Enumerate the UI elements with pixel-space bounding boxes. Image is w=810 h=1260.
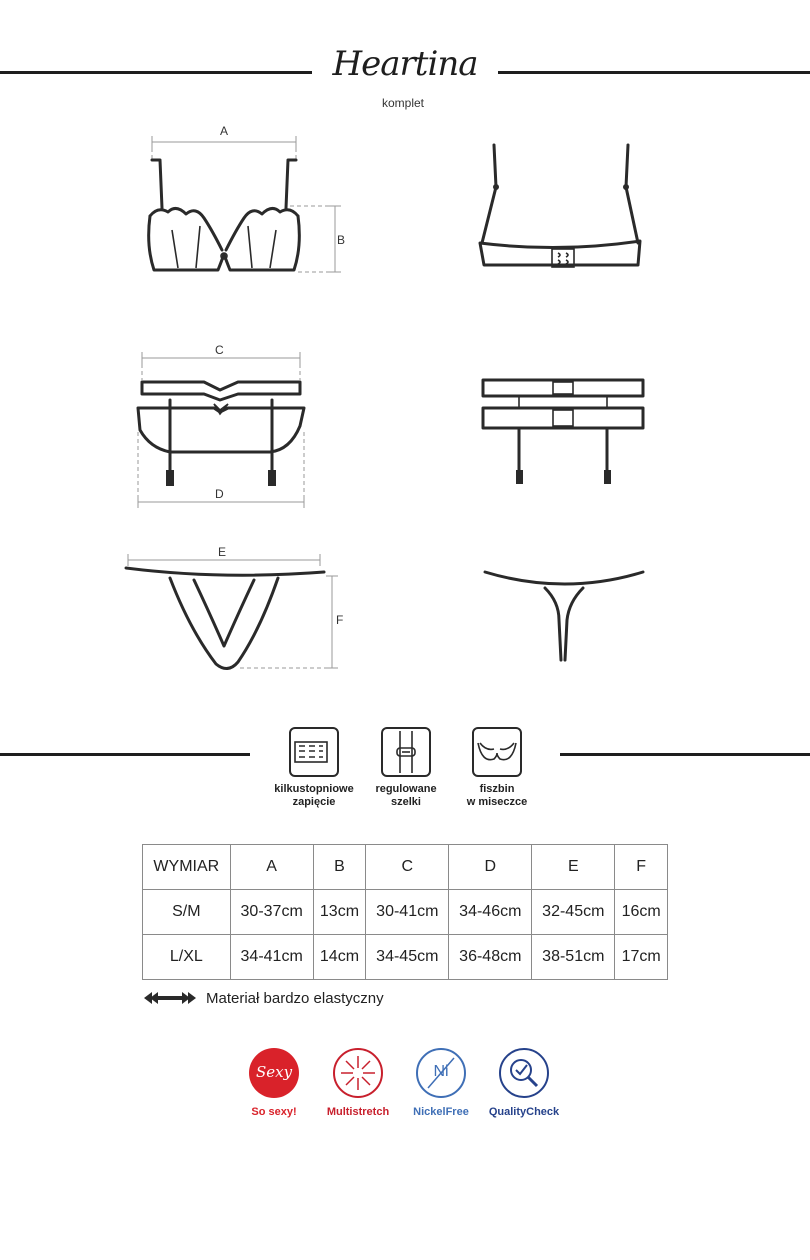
- badge-label: So sexy!: [251, 1106, 297, 1118]
- multi-hook-closure-icon: [289, 727, 339, 777]
- dimension-label-b: B: [337, 233, 346, 247]
- features-rule-right: [560, 753, 810, 756]
- badge-label: NickelFree: [413, 1106, 469, 1118]
- table-cell: 34-41cm: [230, 935, 313, 980]
- features-rule-left: [0, 753, 250, 756]
- table-header-cell: A: [230, 845, 313, 890]
- table-cell: 30-41cm: [366, 890, 449, 935]
- header-rule-right: [498, 71, 810, 74]
- table-header-cell: WYMIAR: [143, 845, 231, 890]
- feature-label-line2: szelki: [391, 796, 421, 808]
- bra-back-drawing: [470, 135, 650, 275]
- brand-subtitle: komplet: [382, 96, 425, 110]
- table-header-cell: E: [532, 845, 615, 890]
- table-header-cell: B: [313, 845, 366, 890]
- underwire-icon: [472, 727, 522, 777]
- feature-label-line1: regulowane: [375, 783, 437, 795]
- brand-name: Heartina: [332, 44, 478, 84]
- dimension-label-d: D: [215, 487, 224, 501]
- badge-quality-check: [474, 1048, 574, 1118]
- header-rule-left: [0, 71, 312, 74]
- dimension-label-f: F: [336, 613, 344, 627]
- stretch-arrow-icon: [142, 988, 198, 1008]
- quality-check-icon: [499, 1048, 549, 1098]
- table-row: [143, 890, 668, 935]
- bra-front-drawing: [130, 120, 360, 290]
- sexy-icon: [249, 1048, 299, 1098]
- table-cell: 16cm: [615, 890, 668, 935]
- table-cell: 13cm: [313, 890, 366, 935]
- table-header-cell: C: [366, 845, 449, 890]
- table-cell: 17cm: [615, 935, 668, 980]
- table-cell: 36-48cm: [449, 935, 532, 980]
- feature-label-line1: kilkustopniowe: [274, 783, 354, 795]
- table-cell: 14cm: [313, 935, 366, 980]
- badge-label: Multistretch: [326, 1106, 390, 1118]
- table-cell: 34-45cm: [366, 935, 449, 980]
- nickel-free-icon-text: Ni: [433, 1063, 449, 1080]
- table-cell: 38-51cm: [532, 935, 615, 980]
- table-header-cell: D: [449, 845, 532, 890]
- table-cell: L/XL: [143, 935, 231, 980]
- sexy-icon-text: Sexy: [255, 1063, 293, 1081]
- table-cell: 30-37cm: [230, 890, 313, 935]
- table-header-row: [143, 845, 668, 890]
- dimension-label-c: C: [215, 343, 224, 357]
- table-cell: 32-45cm: [532, 890, 615, 935]
- garter-belt-back-drawing: [475, 370, 655, 490]
- table-row: [143, 935, 668, 980]
- feature-underwire: [437, 727, 557, 809]
- material-note-text: Materiał bardzo elastyczny: [206, 989, 384, 1007]
- thong-front-drawing: [120, 540, 350, 680]
- nickel-free-icon: [416, 1048, 466, 1098]
- table-cell: 34-46cm: [449, 890, 532, 935]
- feature-label-line1: fiszbin: [479, 783, 515, 795]
- badge-label: QualityCheck: [488, 1106, 560, 1118]
- table-cell: S/M: [143, 890, 231, 935]
- feature-label-line2: w miseczce: [466, 796, 528, 808]
- adjustable-strap-icon: [381, 727, 431, 777]
- dimension-label-e: E: [218, 545, 227, 559]
- thong-back-drawing: [475, 560, 655, 670]
- size-table: [142, 844, 668, 980]
- feature-label-line2: zapięcie: [292, 796, 336, 808]
- dimension-label-a: A: [220, 124, 229, 138]
- material-note: [142, 988, 384, 1008]
- multistretch-icon: [333, 1048, 383, 1098]
- table-header-cell: F: [615, 845, 668, 890]
- brand-logo: [310, 44, 500, 110]
- garter-belt-front-drawing: [130, 340, 320, 515]
